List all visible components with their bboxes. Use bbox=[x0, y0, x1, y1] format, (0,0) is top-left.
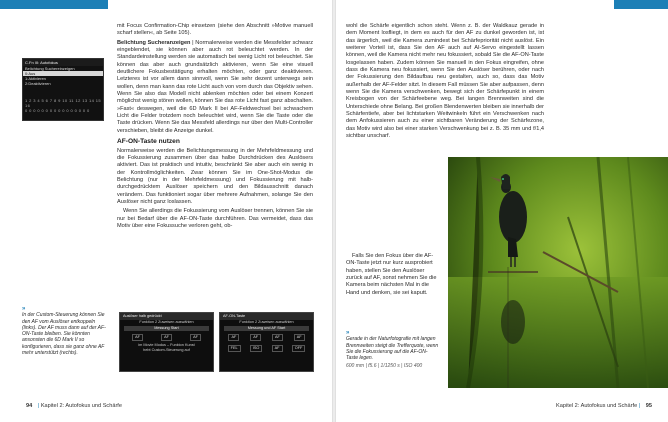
paragraph: Normalerweise werden die Belichtungsmessung in der Mehrfeldmessung und die Fokussierung zusammen über das halbe Durchdrücken des Auslösers aktiviert. Das ist praktisch und intuitiv, beschränkt Sie aber auch ein wenig in der Kontrollmöglichkeiten. Zwar können Sie im One-Shot-Modus die Belichtung (nur in der Mehrfeldmessung) und Fokussierung mit halb-durchgedrücktem Auslöser speichern und den Bildausschnitt danach verändern. Das funktioniert sogar über mehrere Aufnahmen, solange Sie den Auslöser nicht ganz loslassen. bbox=[117, 147, 313, 205]
menu-icons bbox=[120, 332, 213, 343]
menu-icon: AF bbox=[250, 334, 261, 341]
caption-text: Gerade in der Naturfotografie mit langen Brennweiten steigt die Trefferquote, wenn Sie die Fokussierung auf die AF-ON-Taste legen. bbox=[346, 336, 439, 362]
menu-icons bbox=[220, 332, 313, 343]
menu-line: hebt Custom-Steuerung auf bbox=[143, 348, 190, 352]
af-menu-screenshot-left bbox=[119, 312, 214, 372]
menu-icon: AF bbox=[272, 334, 283, 341]
caption-marker: » bbox=[22, 306, 26, 312]
menu-icon: AF bbox=[294, 334, 305, 341]
camera-menu-option-selected: 0:Aus bbox=[23, 71, 103, 76]
cormorant-photo-image bbox=[448, 157, 668, 388]
paragraph: Falls Sie den Fokus über die AF-ON-Taste jetzt nur kurz ausprobiert haben, stellen Sie den Auslöser zurück auf AF, sonst nehmen Sie die Kamera beim nächsten Mal in die Hand und denken, sie sei kaputt. bbox=[346, 253, 437, 296]
camera-menu-dots: 0 0 0 0 0 0 0 0 0 0 0 0 0 0 0 0 bbox=[25, 108, 90, 113]
right-text-bottom bbox=[346, 253, 439, 299]
caption-marker: » bbox=[346, 330, 350, 336]
section-heading: AF-ON-Taste nutzen bbox=[117, 138, 180, 146]
af-icon: AF bbox=[161, 334, 172, 341]
left-figure-caption bbox=[22, 306, 106, 356]
menu-line: im Movie Modus – Funkton Kunst bbox=[138, 343, 195, 347]
menu-icon: FEL bbox=[228, 345, 241, 352]
right-footer: Kapitel 2: Autofokus und Schärfe | 95 bbox=[556, 403, 652, 409]
right-accent-bar bbox=[614, 0, 668, 9]
af-icon: AF bbox=[190, 334, 201, 341]
paragraph-text: | Normalerweise werden die Messfelder schwarz eingeblendet, sie können aber auch rot beleuchtet werden. In der Standardeinstellung werden sie automatisch bei wenig Licht rot beleuchtet. Sie können das aber auch grundsätzlich aktivieren, wenn Sie eine visuell deutlichere Fokusbestätigung erhalten möchten, oder ganz deaktivieren. Letzteres ist vor allem dann sinnvoll, wenn Sie sehr dezent unterwegs sein wollen, denn man kann das rote Licht auch von vorn durch das Objektiv sehen. Wenn Sie also das Modell nicht ablenken möchten oder bei einem Konzert möglichst wenig stören wollen, können Sie das rote Licht fast ganz abschalten. »Fast« deswegen, weil die 6D Mark II bei AF-Feldwechsel bei schwachem Licht die Felder trotzdem noch beleuchtet wird, wenn Sie die Taste oder die Taste drücken. Wenn Sie das Messfeld allerdings nur über den Multi-Controller verschieben, bleibt die Anzeige dunkel. bbox=[117, 39, 313, 134]
menu-selection-bar: Messung Start bbox=[124, 326, 209, 331]
caption-text: In der Custom-Steuerung können Sie den AF vom Auslöser entkoppeln (links). Der AF muss dann auf der AF-ON-Taste bleiben. Sie könnten ansonsten die 6D Mark II so konfigurieren, dass sie ganz ohne AF mehr unterstützt (rechts). bbox=[22, 312, 106, 357]
menu-icon: AF bbox=[272, 345, 283, 352]
paragraph: Wenn Sie allerdings die Fokussierung vom Auslöser trennen, können Sie sie nur bei Bedarf über die AF-ON-Taste durchführen. Das vermeidet, dass das Motiv über eine Fokussuche verloren geht, ob- bbox=[117, 208, 313, 229]
right-figure-caption bbox=[346, 330, 439, 370]
camera-menu-screenshot bbox=[22, 58, 104, 121]
menu-title: Auslöser halb gedrückt bbox=[120, 313, 213, 320]
page-number: 94 bbox=[26, 403, 33, 409]
menu-icons bbox=[220, 343, 313, 354]
paragraph bbox=[117, 40, 313, 135]
menu-selection-bar: Messung und AF Start bbox=[224, 326, 309, 331]
camera-menu-option: 2:Deaktivieren bbox=[25, 81, 51, 86]
page-number: 95 bbox=[645, 403, 652, 409]
menu-title: AF-ON-Taste bbox=[220, 313, 313, 320]
paragraph-lead: Belichtung Sucheranzeigen bbox=[117, 39, 191, 46]
menu-line: Funktion 2 Zuweisen auswählen bbox=[239, 320, 294, 324]
left-accent-bar bbox=[0, 0, 108, 9]
footer-chapter: Kapitel 2: Autofokus und Schärfe bbox=[40, 403, 122, 409]
camera-menu-title: C.Fn III: Autofokus bbox=[23, 59, 103, 66]
intro-paragraph: mit Focus Confirmation-Chip einsetzen (siehe den Abschnitt »Motive manuell scharf stellen«, ab Seite 105). bbox=[117, 23, 313, 37]
caption-exposure: 600 mm | f5.6 | 1/1250 s | ISO 400 bbox=[346, 363, 423, 370]
camera-menu-option: 1:Aktivieren bbox=[25, 76, 46, 81]
camera-menu-dots: 1 2 3 4 5 6 7 8 9 10 11 12 13 14 15 16 bbox=[25, 98, 101, 108]
paragraph: wohl die Schärfe eigentlich schon steht. Wenn z. B. der Waldkauz gerade in dem Moment losfliegt, in dem es auch für den AF zu dunkel geworden ist, ist das ärgerlich, weil die Kamera zumindest bei Schärfepriorität nicht auslöst. Ein weiterer Vorteil ist, dass Sie den AF auch auf AI-Servo eingestellt lassen können, weil die Kamera nicht mehr neu fokussiert, sobald Sie die AF-ON-Taste losgelassen haben. Zudem können Sie manuell in den Fokus eingreifen, ohne dass die Kamera neu fokussiert, wenn Sie den Auslöser berühren, oder nach der Fokussierung den Bildaufbau neu gestalten, auch so, dass das Motiv außerhalb der AF-Felder sitzt. In diesem Fall müssen Sie aber aufpassen, denn wenn Sie die Kamera verschwenken, bewegt sich der Schärfepunkt in einem Kreisbogen von der Schärfeebene weg. Bei langen Brennweiten sind die Unterschiede ohne Belang. Bei großen Blendenwerten bleiben sie innerhalb der Schärfentiefe, aber bei lichtstarken Weitwinkeln führt ein Verschwenken nach dem Anfokussieren auch zu einer sichtbaren Veränderung der Schärfezone, das Motiv wird also bei einer starken Verschwenkung bei z. B. 35 mm und f/1,4 sichtbar unscharf. bbox=[346, 23, 544, 140]
left-page bbox=[0, 0, 332, 422]
right-text-top bbox=[346, 23, 544, 143]
menu-line: Funktion 2 Zuweisen auswählen bbox=[139, 320, 194, 324]
menu-icon: AF bbox=[228, 334, 239, 341]
af-menu-screenshot-right bbox=[219, 312, 314, 372]
menu-icon: OFF bbox=[292, 345, 306, 352]
right-page bbox=[336, 0, 668, 422]
camera-menu-subtitle: Belichtung Suchereinzeigen bbox=[25, 66, 75, 71]
left-main-column bbox=[117, 23, 313, 232]
cormorant-photo bbox=[448, 157, 668, 388]
left-footer: 94 | Kapitel 2: Autofokus und Schärfe bbox=[26, 403, 122, 409]
af-icon: AF bbox=[132, 334, 143, 341]
menu-icon: ISO bbox=[250, 345, 263, 352]
footer-chapter: Kapitel 2: Autofokus und Schärfe bbox=[556, 403, 638, 409]
